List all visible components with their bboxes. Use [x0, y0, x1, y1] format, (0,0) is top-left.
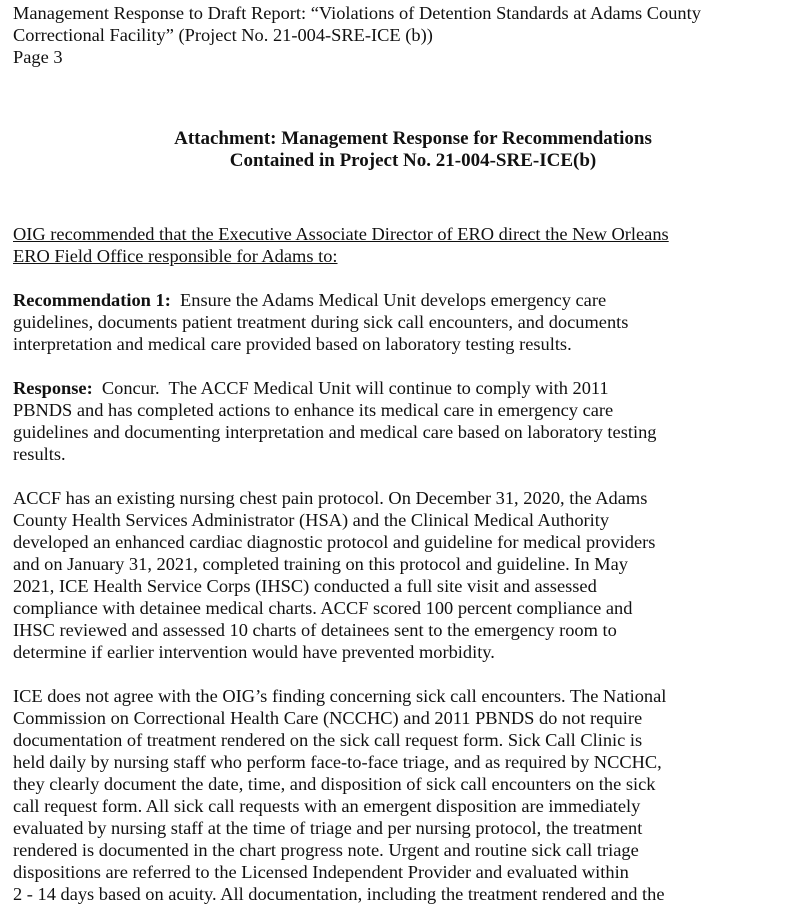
ice-line: held daily by nursing staff who perform face-to-face triage, and as required by NCCHC, — [13, 752, 662, 772]
page-number: Page 3 — [13, 47, 63, 67]
recommendation-text-1: Ensure the Adams Medical Unit develops emergency care — [170, 290, 607, 310]
recommendation-line-3: interpretation and medical care provided based on laboratory testing results. — [13, 334, 572, 354]
header-line-2: Correctional Facility” (Project No. 21-004-SRE-ICE (b)) — [13, 25, 433, 45]
accf-line: ACCF has an existing nursing chest pain protocol. On December 31, 2020, the Adams — [13, 488, 648, 508]
ice-line: they clearly document the date, time, and disposition of sick call encounters on the sick — [13, 774, 656, 794]
recommendation-paragraph — [13, 289, 783, 355]
response-line-2: PBNDS and has completed actions to enhance its medical care in emergency care — [13, 400, 614, 420]
response-line-1 — [13, 377, 783, 399]
response-label: Response: — [13, 378, 93, 398]
ice-line: rendered is documented in the chart progress note. Urgent and routine sick call triage — [13, 840, 639, 860]
attachment-title — [13, 128, 783, 172]
accf-line: developed an enhanced cardiac diagnostic protocol and guideline for medical providers — [13, 532, 656, 552]
response-text-1: Concur. The ACCF Medical Unit will continue to comply with 2011 — [92, 378, 609, 398]
ice-line: Commission on Correctional Health Care (NCCHC) and 2011 PBNDS do not require — [13, 708, 643, 728]
accf-line: compliance with detainee medical charts. ACCF scored 100 percent compliance and — [13, 598, 633, 618]
recommendation-line-2: guidelines, documents patient treatment during sick call encounters, and documents — [13, 312, 629, 332]
spacer — [13, 663, 783, 685]
spacer — [13, 355, 783, 377]
accf-paragraph — [13, 487, 783, 663]
header-line-1: Management Response to Draft Report: “Violations of Detention Standards at Adams County — [13, 3, 701, 23]
ice-line: evaluated by nursing staff at the time of triage and per nursing protocol, the treatment — [13, 818, 643, 838]
accf-line: and on January 31, 2021, completed training on this protocol and guideline. In May — [13, 554, 628, 574]
response-paragraph — [13, 377, 783, 465]
intro-line-1: OIG recommended that the Executive Associate Director of ERO direct the New Orleans — [13, 224, 669, 244]
accf-line: 2021, ICE Health Service Corps (IHSC) conducted a full site visit and assessed — [13, 576, 597, 596]
ice-line: dispositions are referred to the Licensed Independent Provider and evaluated within — [13, 862, 629, 882]
title-line-2: Contained in Project No. 21-004-SRE-ICE(b) — [229, 150, 597, 171]
oig-recommendation-intro — [13, 223, 783, 267]
ice-paragraph — [13, 685, 783, 905]
spacer — [13, 267, 783, 289]
accf-line: County Health Services Administrator (HSA) and the Clinical Medical Authority — [13, 510, 610, 530]
response-line-4: results. — [13, 444, 66, 464]
recommendation-label: Recommendation 1: — [13, 290, 171, 310]
document-page — [13, 2, 783, 905]
ice-line: call request form. All sick call requests with an emergent disposition are immediately — [13, 796, 641, 816]
intro-line-2: ERO Field Office responsible for Adams to: — [13, 246, 338, 266]
ice-line: 2 - 14 days based on acuity. All documentation, including the treatment rendered and the — [13, 884, 665, 904]
recommendation-line-1 — [13, 289, 783, 311]
accf-line: IHSC reviewed and assessed 10 charts of detainees sent to the emergency room to — [13, 620, 617, 640]
ice-line: documentation of treatment rendered on the sick call request form. Sick Call Clinic is — [13, 730, 643, 750]
title-line-1: Attachment: Management Response for Recommendations — [174, 128, 652, 149]
accf-line: determine if earlier intervention would have prevented morbidity. — [13, 642, 495, 662]
page-header — [13, 2, 783, 68]
response-line-3: guidelines and documenting interpretation and medical care based on laboratory testing — [13, 422, 657, 442]
ice-line: ICE does not agree with the OIG’s finding concerning sick call encounters. The National — [13, 686, 667, 706]
spacer — [13, 465, 783, 487]
